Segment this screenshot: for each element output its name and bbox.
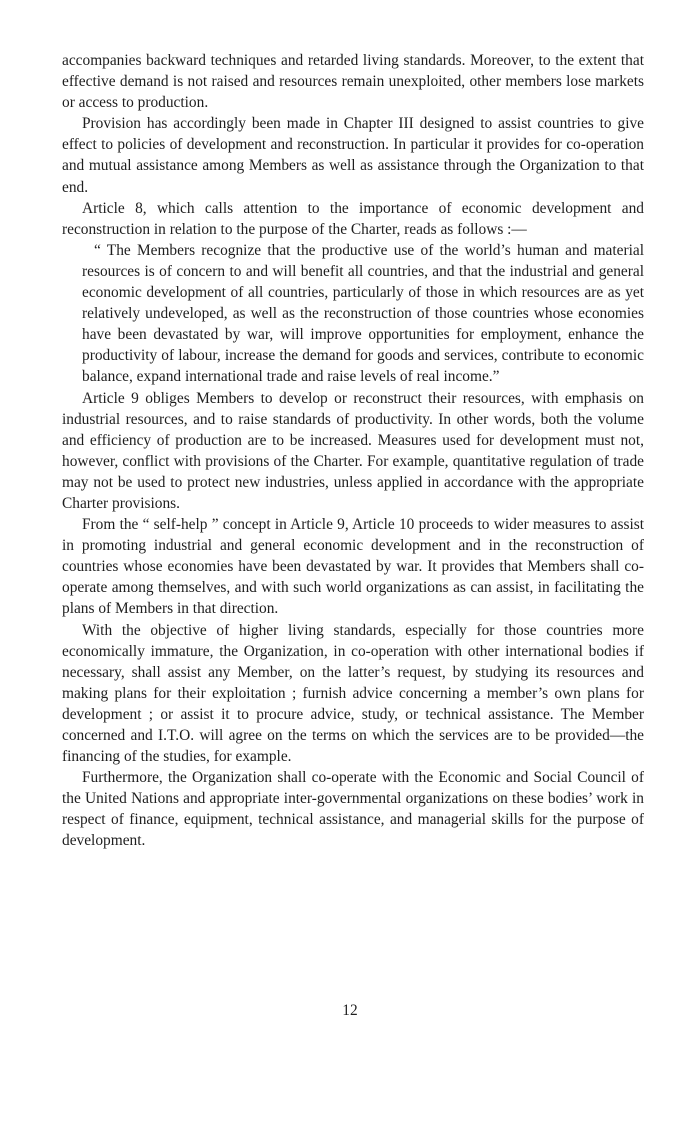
paragraph-continuation: accompanies backward techniques and retarded living standards. Moreover, to the extent that effective demand is not raised and resources remain unexploited, other members lose markets or access to production.	[62, 52, 644, 112]
paragraph-organization-assistance: With the objective of higher living standards, especially for those countries more economically immature, the Organization, in co-operation with other international bodies if necessary, shall assist any Member, on the latter’s request, by studying its resources and making plans for their exploitation ; furnish advice concerning a member’s own plans for development ; or assist it to procure advice, study, or technical assistance. The Member concerned and I.T.O. will agree on the terms on which the services are to be provided—the financing of the studies, for example.	[62, 621, 644, 766]
paragraph-article-10: From the “ self-help ” concept in Article 9, Article 10 proceeds to wider measures to assist in promoting industrial and general economic development and in the reconstruction of countries whose economies have been devastated by war. It provides that Members shall co-operate among themselves, and with such world organizations as can assist, in facilitating the plans of Members in that direction.	[62, 516, 644, 618]
article-8-quotation: “ The Members recognize that the productive use of the world’s human and material resources is of concern to and will benefit all countries, and that the industrial and general economic development of all countries, particularly of those in which resources are as yet relatively undeveloped, as well as the reconstruction of those countries whose economies have been devastated by war, will improve opportunities for employment, enhance the productivity of labour, increase the demand for goods and services, contribute to economic balance, expand international trade and raise levels of real income.”	[82, 241, 644, 386]
document-page	[62, 50, 644, 852]
paragraph-article-8-intro: Article 8, which calls attention to the importance of economic development and reconstruction in relation to the purpose of the Charter, reads as follows :—	[62, 199, 644, 238]
paragraph-article-9: Article 9 obliges Members to develop or reconstruct their resources, with emphasis on industrial resources, and to raise standards of productivity. In other words, both the volume and efficiency of production are to be increased. Measures used for development must not, however, conflict with provisions of the Charter. For example, quantitative regulation of trade may not be used to protect new industries, unless applied in accordance with the appropriate Charter provisions.	[62, 389, 644, 512]
paragraph-ecosoc-cooperation: Furthermore, the Organization shall co-operate with the Economic and Social Council of the United Nations and appropriate inter-governmental organizations on these bodies’ work in respect of finance, equipment, technical assistance, and managerial skills for the purpose of development.	[62, 769, 644, 850]
paragraph-chapter-iii-provision: Provision has accordingly been made in Chapter III designed to assist countries to give effect to policies of development and reconstruction. In particular it provides for co-operation and mutual assistance among Members as well as assistance through the Organization to that end.	[62, 115, 644, 196]
page-number: 12	[342, 1002, 358, 1019]
